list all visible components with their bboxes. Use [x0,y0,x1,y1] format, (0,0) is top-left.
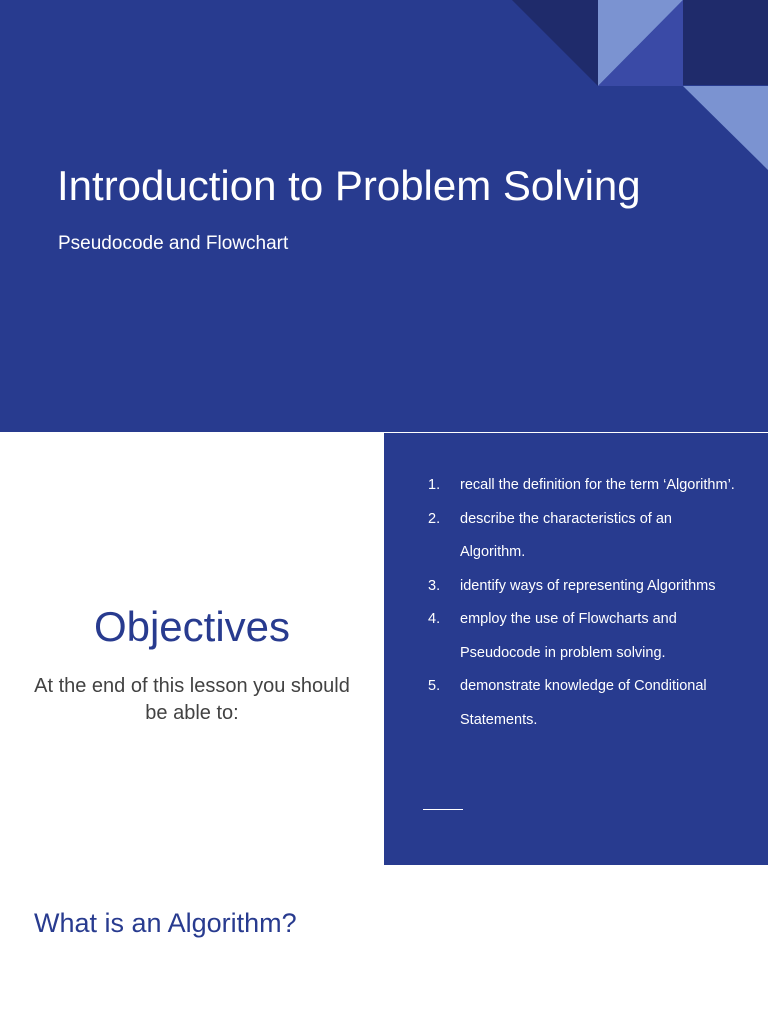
objectives-intro-text: At the end of this lesson you should be able to: [34,675,350,724]
list-item [384,670,740,737]
list-item-text: employ the use of Flowcharts and Pseudocode in problem solving. [460,611,677,661]
corner-triangle-dark [512,0,598,86]
corner-square-dark [683,0,768,85]
corner-decoration [0,0,768,432]
list-item [384,570,740,604]
corner-triangle-lower-light [683,86,768,170]
list-item-number: 3. [428,577,441,594]
list-item-text: recall the definition for the term ‘Algorithm’. [460,477,735,493]
slide-title: Introduction to Problem Solving [57,162,641,209]
title-slide [0,0,768,432]
list-divider [423,809,463,810]
slide-heading: What is an Algorithm? [34,908,297,938]
list-item-text: identify ways of representing Algorithms [460,577,716,594]
list-item-number: 1. [428,477,441,493]
list-item-number: 4. [428,611,441,627]
objectives-left-panel [0,433,384,865]
objectives-list-panel [384,433,768,865]
list-item-text: demonstrate knowledge of Conditional Statements. [460,678,707,728]
list-item [384,503,740,570]
slide-subtitle: Pseudocode and Flowchart [58,233,289,254]
objectives-heading: Objectives [93,603,291,650]
algorithm-slide [0,866,768,1024]
list-item-number: 5. [428,678,441,694]
list-item-number: 2. [428,510,441,527]
list-item-text: describe the characteristics of an Algorithm. [460,510,672,560]
list-item [384,603,740,670]
list-item [384,469,740,503]
objectives-list [384,469,740,737]
objectives-slide [0,433,768,865]
